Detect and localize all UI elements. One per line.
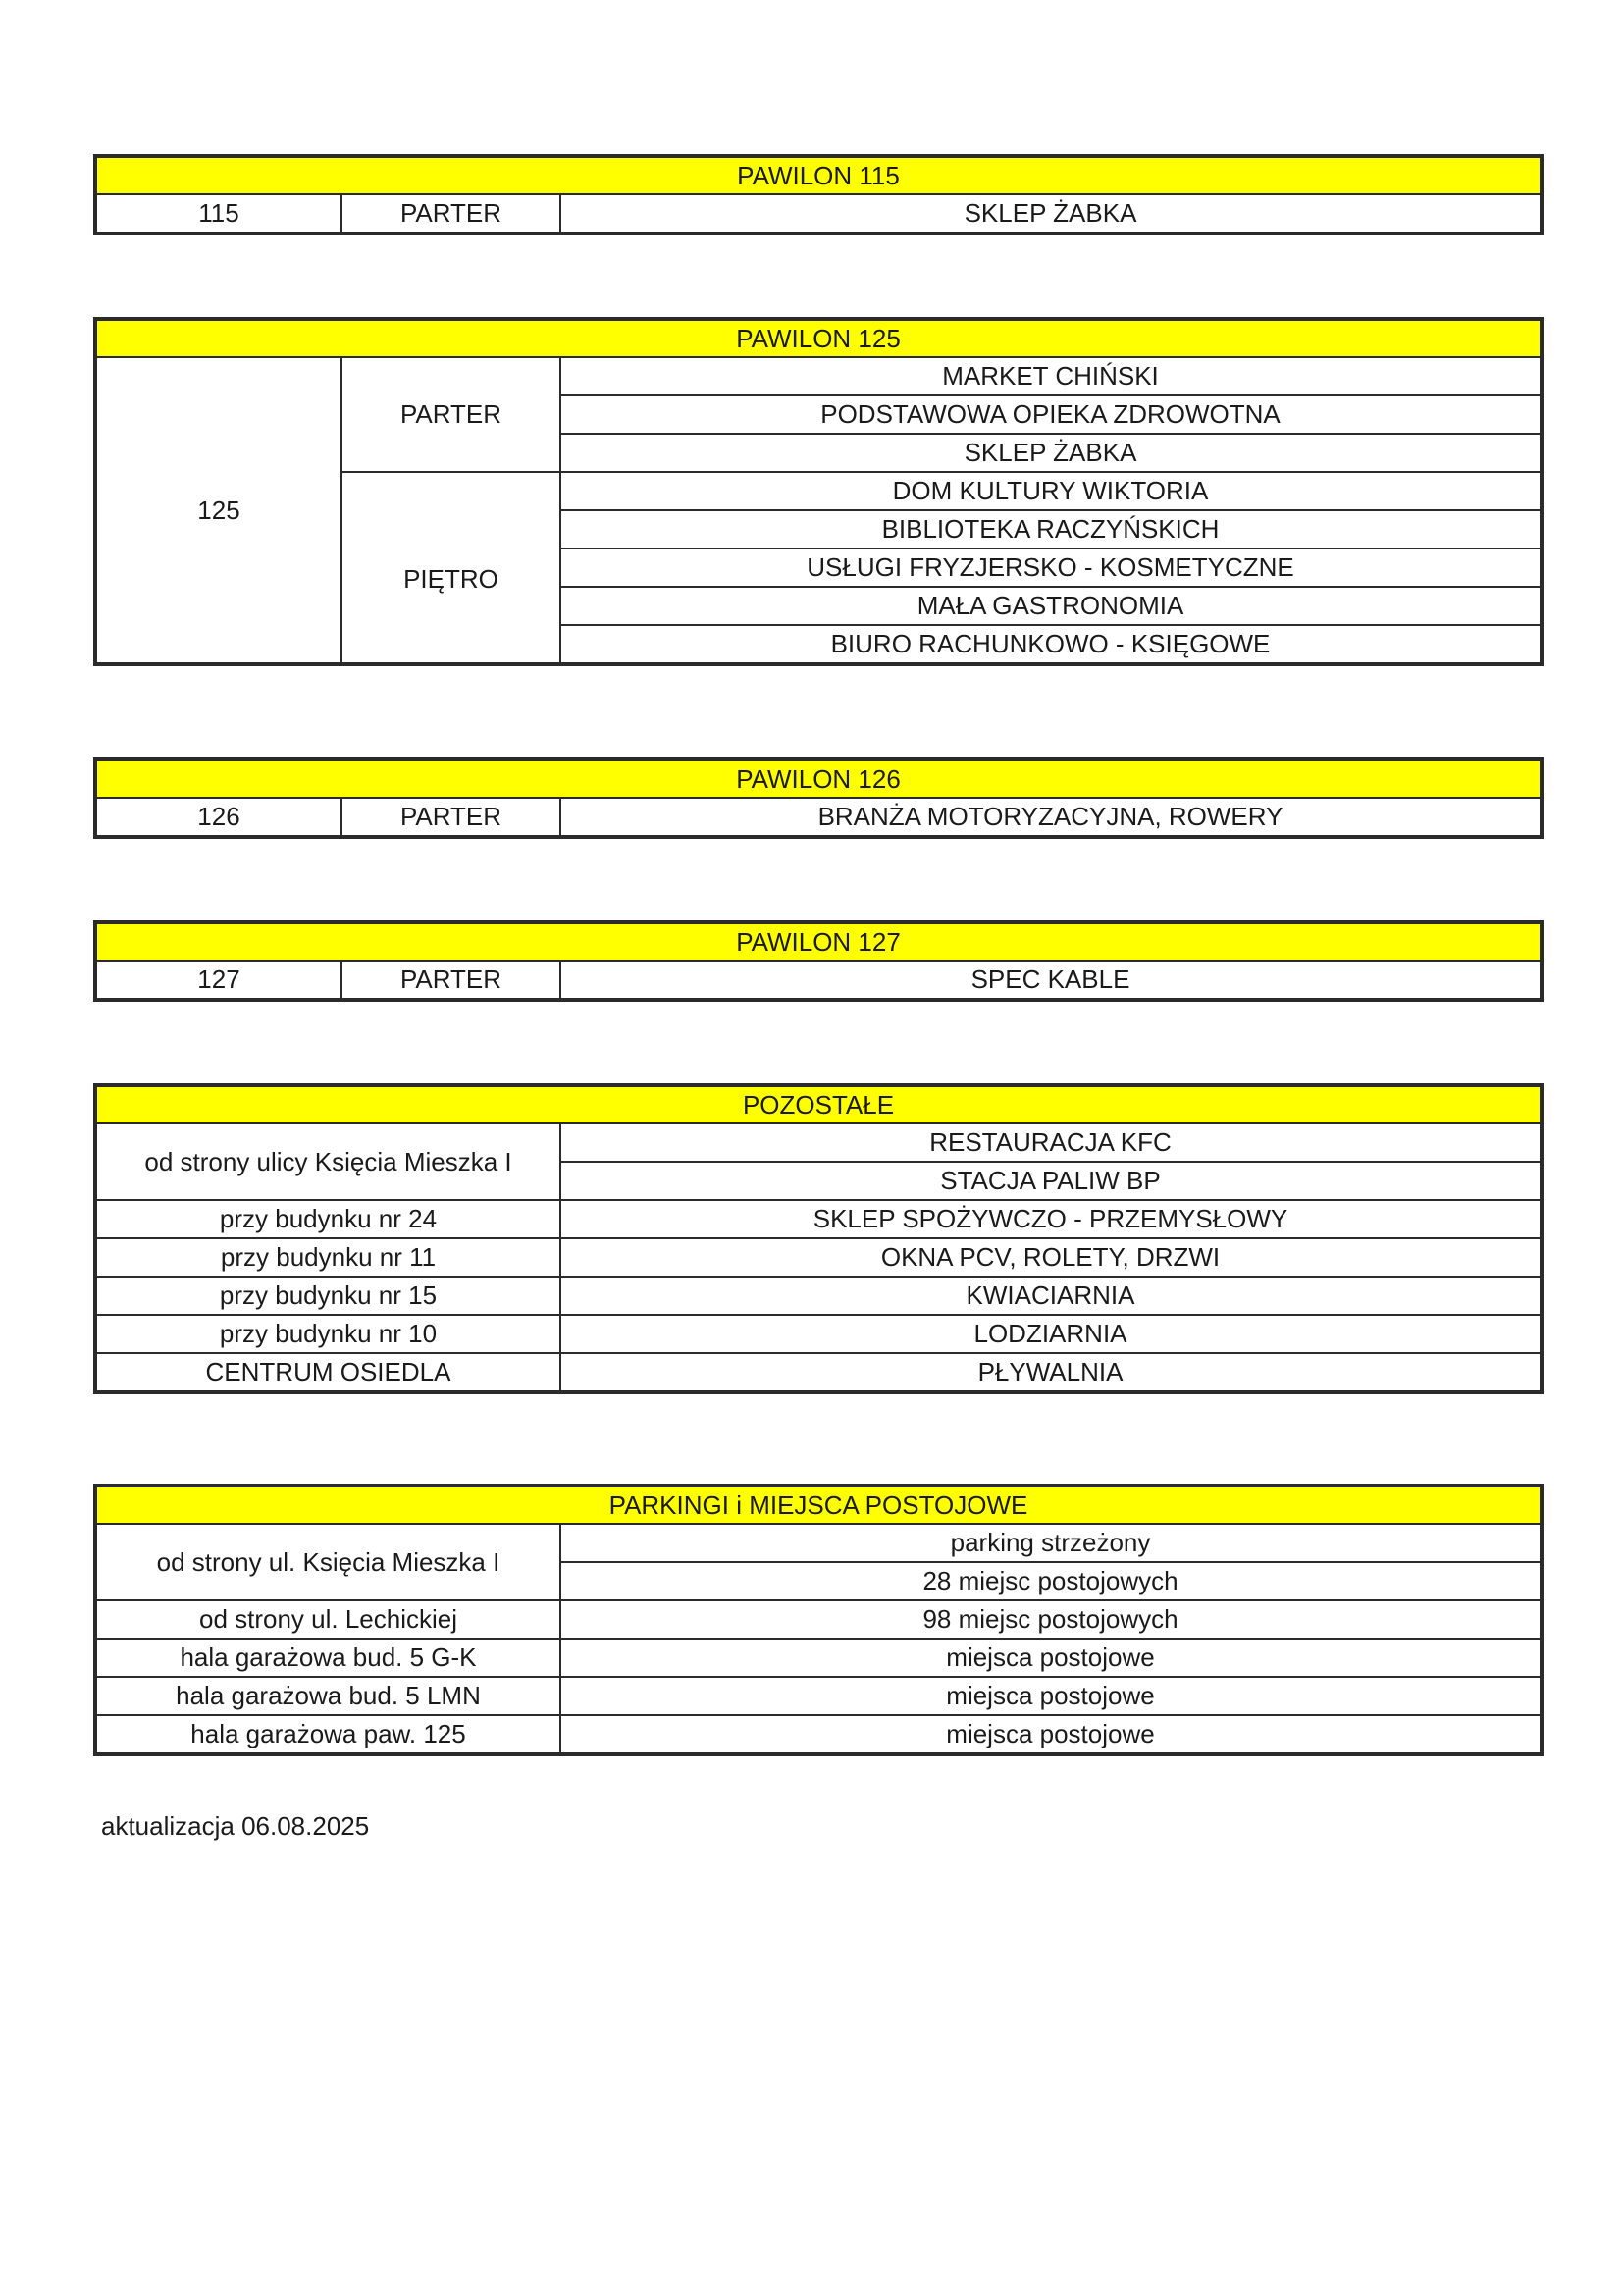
table-row	[95, 357, 1542, 395]
floor-label: PARTER	[341, 194, 560, 234]
pawilon-126-table	[93, 757, 1544, 839]
tenant-name: BRANŻA MOTORYZACYJNA, ROWERY	[560, 798, 1542, 837]
pawilon-127-table	[93, 920, 1544, 1002]
table-row	[95, 1353, 1542, 1392]
tenant-name: STACJA PALIW BP	[560, 1162, 1542, 1200]
location-label: przy budynku nr 15	[95, 1277, 560, 1315]
table-row	[95, 1277, 1542, 1315]
tenant-name: MARKET CHIŃSKI	[560, 357, 1542, 395]
table-row	[95, 1677, 1542, 1715]
parkingi-header: PARKINGI i MIEJSCA POSTOJOWE	[95, 1486, 1542, 1524]
location-label: hala garażowa bud. 5 LMN	[95, 1677, 560, 1715]
pawilon-125-header: PAWILON 125	[95, 319, 1542, 357]
tenant-name: PŁYWALNIA	[560, 1353, 1542, 1392]
pawilon-125-table	[93, 317, 1544, 666]
pawilon-126-header: PAWILON 126	[95, 759, 1542, 798]
table-row	[95, 961, 1542, 1000]
table-row	[95, 1715, 1542, 1754]
parking-info: parking strzeżony	[560, 1524, 1542, 1562]
table-row	[95, 1238, 1542, 1277]
tenant-name: SPEC KABLE	[560, 961, 1542, 1000]
pawilon-115-header: PAWILON 115	[95, 156, 1542, 194]
location-label: hala garażowa bud. 5 G-K	[95, 1639, 560, 1677]
tenant-name: SKLEP ŻABKA	[560, 194, 1542, 234]
tenant-name: USŁUGI FRYZJERSKO - KOSMETYCZNE	[560, 548, 1542, 587]
parking-info: 98 miejsc postojowych	[560, 1600, 1542, 1639]
location-label: od strony ul. Księcia Mieszka I	[95, 1524, 560, 1600]
floor-label: PARTER	[341, 798, 560, 837]
tenant-name: PODSTAWOWA OPIEKA ZDROWOTNA	[560, 395, 1542, 434]
floor-label: PIĘTRO	[341, 472, 560, 664]
table-row	[95, 1200, 1542, 1238]
tenant-name: RESTAURACJA KFC	[560, 1123, 1542, 1162]
location-label: od strony ul. Lechickiej	[95, 1600, 560, 1639]
location-label: od strony ulicy Księcia Mieszka I	[95, 1123, 560, 1200]
pavilion-number: 126	[95, 798, 341, 837]
pawilon-115-table	[93, 154, 1544, 235]
tenant-name: MAŁA GASTRONOMIA	[560, 587, 1542, 625]
floor-label: PARTER	[341, 961, 560, 1000]
parking-info: miejsca postojowe	[560, 1677, 1542, 1715]
parking-info: miejsca postojowe	[560, 1639, 1542, 1677]
location-label: przy budynku nr 24	[95, 1200, 560, 1238]
location-label: hala garażowa paw. 125	[95, 1715, 560, 1754]
update-date-note: aktualizacja 06.08.2025	[101, 1811, 370, 1841]
parking-info: miejsca postojowe	[560, 1715, 1542, 1754]
pawilon-127-header: PAWILON 127	[95, 922, 1542, 961]
location-label: przy budynku nr 11	[95, 1238, 560, 1277]
tenant-name: SKLEP ŻABKA	[560, 434, 1542, 472]
pavilion-number: 115	[95, 194, 341, 234]
tenant-name: BIURO RACHUNKOWO - KSIĘGOWE	[560, 625, 1542, 664]
location-label: przy budynku nr 10	[95, 1315, 560, 1353]
table-row	[95, 1639, 1542, 1677]
table-row	[95, 1315, 1542, 1353]
pavilion-number: 125	[95, 357, 341, 664]
pozostale-header: POZOSTAŁE	[95, 1085, 1542, 1123]
pavilion-number: 127	[95, 961, 341, 1000]
pozostale-table	[93, 1083, 1544, 1394]
table-row	[95, 1524, 1542, 1562]
table-row	[95, 194, 1542, 234]
floor-label: PARTER	[341, 357, 560, 472]
table-row	[95, 1123, 1542, 1162]
tenant-name: BIBLIOTEKA RACZYŃSKICH	[560, 510, 1542, 548]
table-row	[95, 798, 1542, 837]
table-row	[95, 1600, 1542, 1639]
location-label: CENTRUM OSIEDLA	[95, 1353, 560, 1392]
tenant-name: SKLEP SPOŻYWCZO - PRZEMYSŁOWY	[560, 1200, 1542, 1238]
parking-info: 28 miejsc postojowych	[560, 1562, 1542, 1600]
tenant-name: DOM KULTURY WIKTORIA	[560, 472, 1542, 510]
tenant-name: KWIACIARNIA	[560, 1277, 1542, 1315]
parkingi-table	[93, 1484, 1544, 1756]
tenant-name: OKNA PCV, ROLETY, DRZWI	[560, 1238, 1542, 1277]
tenant-name: LODZIARNIA	[560, 1315, 1542, 1353]
